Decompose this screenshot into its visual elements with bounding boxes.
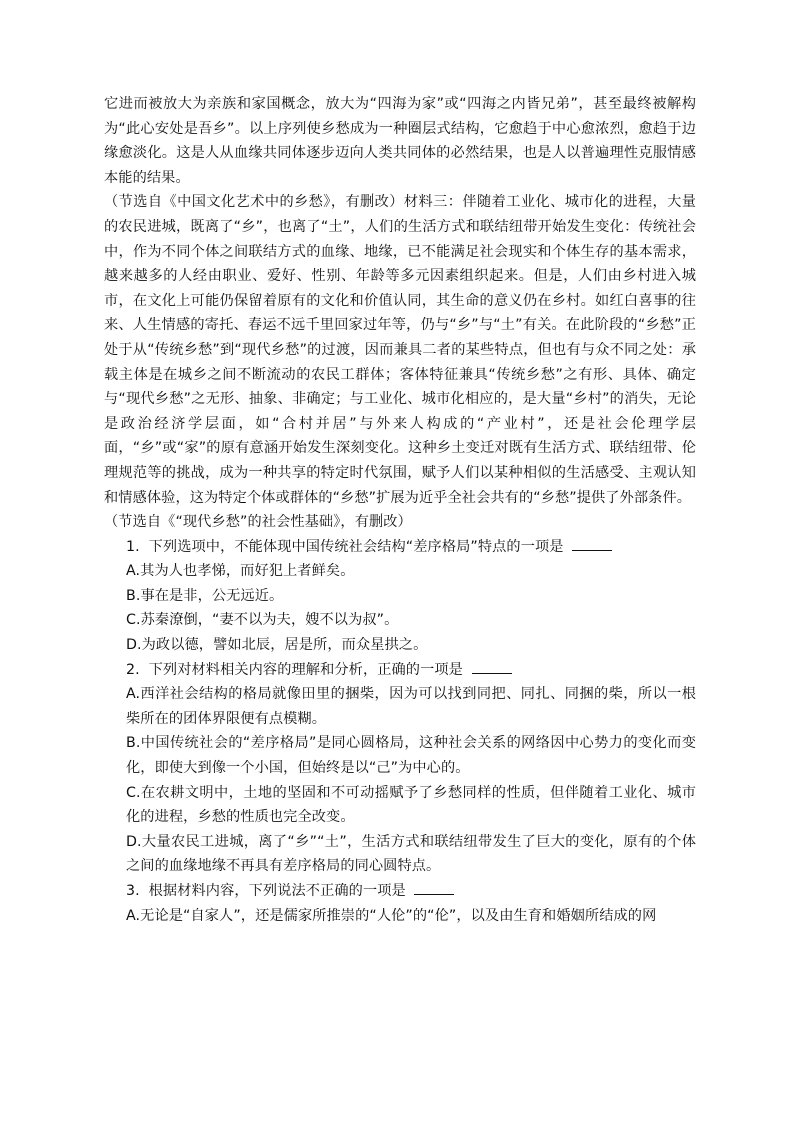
- question-1-option-a: A.其为人也孝悌，而好犯上者鲜矣。: [126, 563, 355, 580]
- source-citation: （节选自《“现代乡愁”的社会性基础》，有删改）: [104, 514, 412, 531]
- question-number: 1.: [126, 538, 140, 555]
- answer-blank[interactable]: [472, 659, 512, 674]
- question-1-option-c: C.苏秦潦倒，“妻不以为夫，嫂不以为叔”。: [126, 612, 399, 629]
- question-stem: 下列选项中，不能体现中国传统社会结构“差序格局”特点的一项是: [148, 538, 564, 555]
- answer-blank[interactable]: [414, 880, 454, 895]
- paragraph-1: 它进而被放大为亲族和家国概念，放大为“四海为家”或“四海之内皆兄弟”，甚至最终被解构为“此心安处是吾乡”。以上序列使乡愁成为一种圈层式结构，它愈趋于中心愈浓烈，愈趋于边缘愈淡化。这是人从血缘共同体逐步迈向人类共同体的必然结果，也是人以普遍理性克服情感本能的结果。: [104, 96, 696, 186]
- answer-blank[interactable]: [572, 536, 612, 551]
- question-1-option-d: D.为政以德，譬如北辰，居是所，而众星拱之。: [126, 637, 428, 654]
- question-3-option-a: A.无论是“自家人”，还是儒家所推崇的“人伦”的“伦”，以及由生育和婚姻所结成的网: [126, 907, 657, 924]
- question-2: [104, 658, 696, 683]
- question-stem: 根据材料内容，下列说法不正确的一项是: [148, 883, 406, 899]
- question-number: 3.: [126, 883, 140, 899]
- question-2-option-d: D.大量农民工进城，离了“乡”“土”，生活方式和联结纽带发生了巨大的变化，原有的个体之间的血缘地缘不再具有差序格局的同心圆特点。: [126, 833, 696, 875]
- question-number: 2.: [126, 661, 140, 678]
- question-1: [104, 535, 696, 560]
- question-1-option-b: B.事在是非，公无远近。: [126, 587, 284, 604]
- question-stem: 下列对材料相关内容的理解和分析，正确的一项是: [148, 661, 463, 678]
- question-3: [104, 879, 696, 904]
- question-2-option-b: B.中国传统社会的“差序格局”是同心圆格局，这种社会关系的网络因中心势力的变化而变化，即使大到像一个小国，但始终是以“己”为中心的。: [126, 735, 696, 777]
- question-2-option-c: C.在农耕文明中，土地的坚固和不可动摇赋予了乡愁同样的性质，但伴随着工业化、城市化的进程，乡愁的性质也完全改变。: [126, 784, 696, 826]
- paragraph-2: （节选自《中国文化艺术中的乡愁》，有删改）材料三：伴随着工业化、城市化的进程，大量的农民进城，既离了“乡”，也离了“土”，人们的生活方式和联结纽带开始发生变化：传统社会中，作为不同个体之间联结方式的血缘、地缘，已不能满足社会现实和个体生存的基本需求，越来越多的人经由职业、爱好、性别、年龄等多元因素组织起来。但是，人们由乡村进入城市，在文化上可能仍保留着原有的文化和价值认同，其生命的意义仍在乡村。如红白喜事的往来、人生情感的寄托、春运不远千里回家过年等，仍与“乡”与“土”有关。在此阶段的“乡愁”正处于从“传统乡愁”到“现代乡愁”的过渡，因而兼具二者的某些特点，但也有与众不同之处：承载主体是在城乡之间不断流动的农民工群体；客体特征兼具“传统乡愁”之有形、具体、确定与“现代乡愁”之无形、抽象、非确定；与工业化、城市化相应的，是大量“乡村”的消失，无论是政治经济学层面，如“合村并居”与外来人构成的“产业村”，还是社会伦理学层面，“乡”或“家”的原有意涵开始发生深刻变化。这种乡土变迁对既有生活方式、联结纽带、伦理规范等的挑战，成为一种共享的特定时代氛围，赋予人们以某种相似的生活感受、主观认知和情感体验，这为特定个体或群体的“乡愁”扩展为近乎全社会共有的“乡愁”提供了外部条件。: [104, 194, 696, 506]
- document-body: [104, 92, 696, 928]
- question-2-option-a: A.西洋社会结构的格局就像田里的捆柴，因为可以找到同把、同扎、同捆的柴，所以一根柴所在的团体界限便有点模糊。: [126, 686, 696, 727]
